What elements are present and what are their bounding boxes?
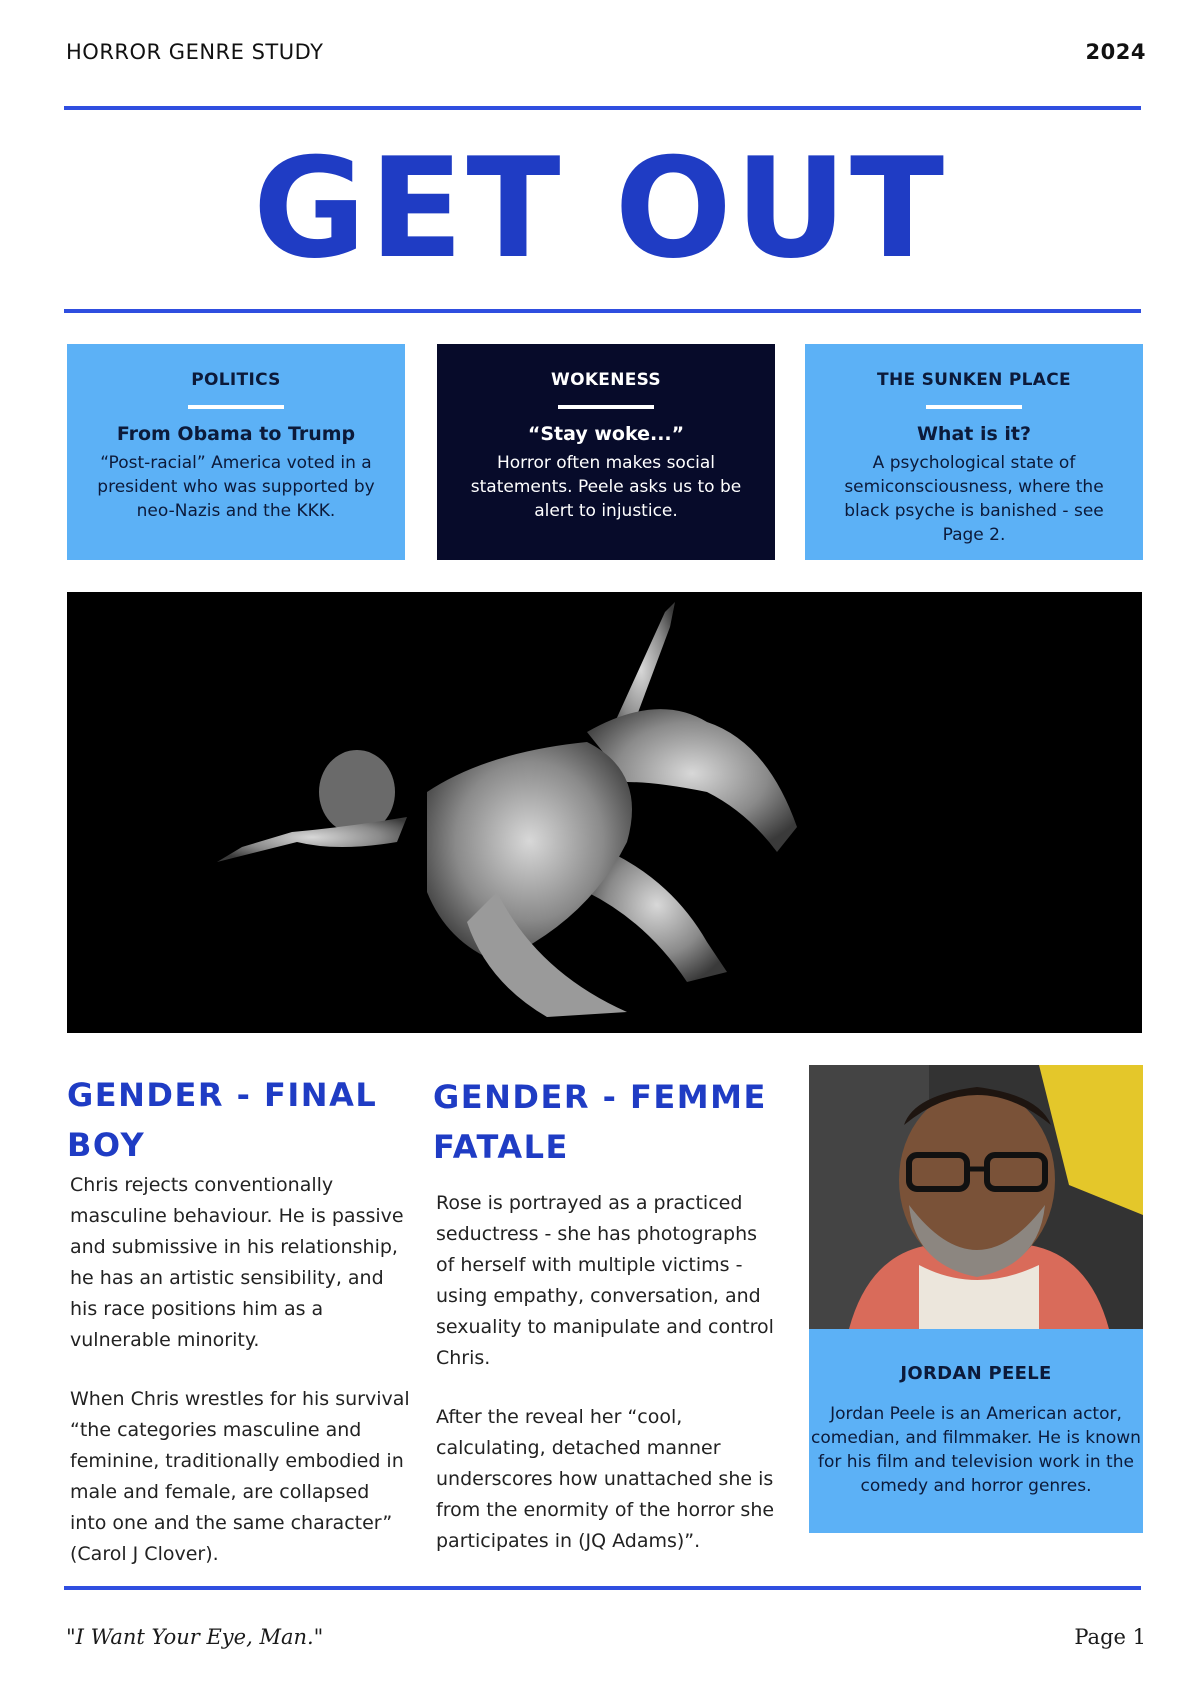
box-divider bbox=[188, 405, 284, 409]
paragraph: Chris rejects conventionally masculine behaviour. He is passive and submissive in his relationship, he has an artistic sensibility, and his race positions him as a vulnerable minority. bbox=[70, 1174, 404, 1351]
section-title-final-boy: GENDER - FINAL BOY bbox=[67, 1076, 378, 1164]
box-label: POLITICS bbox=[191, 370, 281, 390]
box-label: THE SUNKEN PLACE bbox=[877, 370, 1071, 390]
box-subtitle: From Obama to Trump bbox=[116, 423, 356, 445]
top-divider bbox=[64, 106, 1141, 110]
page-title: GET OUT bbox=[252, 128, 948, 289]
box-subtitle: “Stay woke...” bbox=[527, 423, 685, 445]
page-number: Page 1 bbox=[1074, 1625, 1146, 1649]
box-subtitle: What is it? bbox=[916, 423, 1032, 445]
paragraph: After the reveal her “cool, calculating, detached manner underscores how unattached she is from the enormity of the horror she participates in (JQ Adams)”. bbox=[436, 1406, 775, 1552]
hero-photo bbox=[67, 592, 1142, 1033]
bottom-divider bbox=[64, 1586, 1141, 1590]
bio-name: JORDAN PEELE bbox=[900, 1363, 1052, 1384]
portrait-illustration bbox=[809, 1065, 1143, 1329]
falling-figure-illustration bbox=[67, 592, 1142, 1033]
paragraph: When Chris wrestles for his survival “the categories masculine and feminine, traditionally embodied in male and female, are collapsed into one and the same character” (Carol J Clover). bbox=[70, 1388, 410, 1565]
box-divider bbox=[558, 405, 654, 409]
paragraph: Rose is portrayed as a practiced seductress - she has photographs of herself with multiple victims - using empathy, conversation, and sexuality to manipulate and control Chris. bbox=[436, 1192, 774, 1369]
box-text: A psychological state of semiconsciousness, where the black psyche is banished - see Page 2. bbox=[844, 453, 1104, 545]
header-title: HORROR GENRE STUDY bbox=[66, 40, 324, 64]
box-text: Horror often makes social statements. Peele asks us to be alert to injustice. bbox=[470, 453, 742, 521]
section-body-femme-fatale bbox=[436, 1188, 776, 1585]
bio-text: Jordan Peele is an American actor, comedian, and filmmaker. He is known for his film and television work in the comedy and horror genres. bbox=[811, 1404, 1141, 1496]
box-label: WOKENESS bbox=[551, 370, 661, 390]
header-year: 2024 bbox=[1085, 40, 1146, 64]
bio-box bbox=[809, 1329, 1143, 1533]
section-title-femme-fatale: GENDER - FEMME FATALE bbox=[433, 1078, 767, 1166]
footer-quote: "I Want Your Eye, Man." bbox=[66, 1625, 324, 1649]
box-divider bbox=[926, 405, 1022, 409]
title-divider bbox=[64, 309, 1141, 313]
section-body-final-boy bbox=[70, 1170, 410, 1598]
info-box-wokeness bbox=[437, 344, 775, 560]
info-box-sunken-place bbox=[805, 344, 1143, 560]
portrait-photo bbox=[809, 1065, 1143, 1329]
info-box-politics bbox=[67, 344, 405, 560]
box-text: “Post-racial” America voted in a president who was supported by neo-Nazis and the KKK. bbox=[97, 453, 375, 521]
